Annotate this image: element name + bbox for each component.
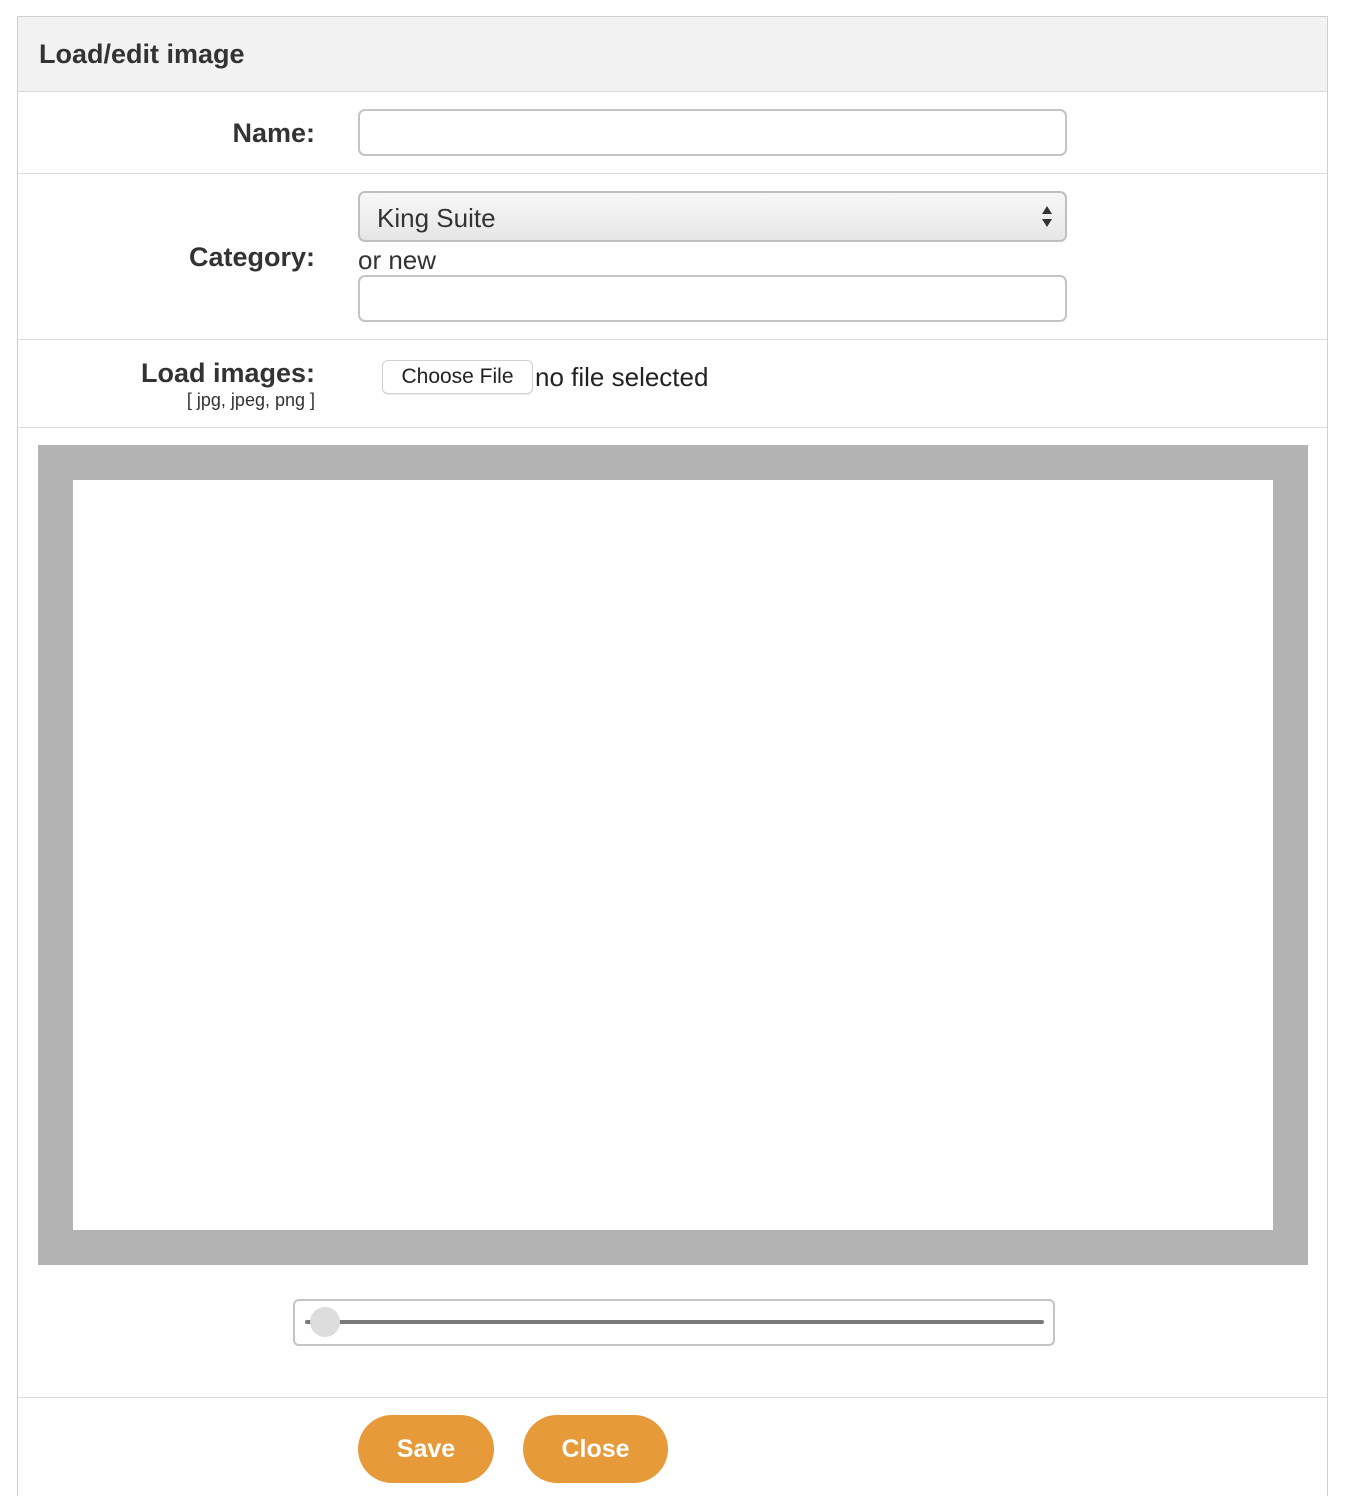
image-canvas[interactable] (73, 480, 1273, 1230)
category-label: Category: (188, 242, 315, 272)
or-new-label: or new (358, 245, 437, 275)
close-button[interactable]: Close (523, 1415, 668, 1483)
row-divider (18, 339, 1327, 340)
choose-file-button[interactable]: Choose File (382, 360, 533, 394)
category-select[interactable] (358, 191, 1067, 242)
name-label: Name: (232, 118, 315, 148)
name-input[interactable] (358, 109, 1067, 156)
image-canvas-frame (38, 445, 1308, 1265)
zoom-slider-track[interactable] (305, 1320, 1044, 1324)
row-divider (18, 1397, 1327, 1398)
dialog-title: Load/edit image (39, 39, 245, 69)
new-category-input[interactable] (358, 275, 1067, 322)
zoom-slider[interactable] (293, 1299, 1055, 1346)
row-divider (18, 173, 1327, 174)
select-arrows-icon (1040, 203, 1054, 231)
category-select-value: King Suite (377, 203, 496, 233)
row-divider (18, 427, 1327, 428)
load-edit-image-dialog (17, 16, 1328, 1496)
save-button[interactable]: Save (358, 1415, 494, 1483)
file-formats-hint: [ jpg, jpeg, png ] (186, 390, 315, 410)
load-images-label: Load images: (140, 358, 315, 388)
dialog-header (18, 17, 1327, 92)
zoom-slider-thumb[interactable] (310, 1307, 340, 1337)
file-status-text: no file selected (535, 362, 709, 392)
